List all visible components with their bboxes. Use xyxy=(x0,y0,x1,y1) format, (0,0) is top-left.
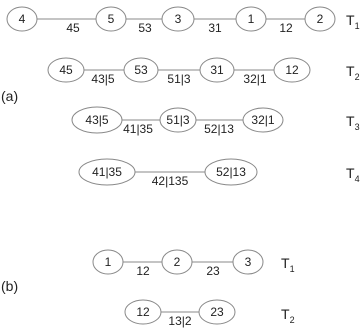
node-label: 32|1 xyxy=(251,113,275,127)
edge-label: 51|3 xyxy=(167,72,191,86)
node-label: 3 xyxy=(244,255,252,269)
node-label: 31 xyxy=(210,63,224,77)
section-labels xyxy=(1,88,18,294)
node-label: 4 xyxy=(18,12,26,26)
node-label: 23 xyxy=(210,305,224,319)
edge-label: 23 xyxy=(206,264,220,278)
tree-name: $T_3$ xyxy=(346,113,360,132)
edge-label: 43|5 xyxy=(91,72,115,86)
tree-name: $T_1$ xyxy=(346,12,360,31)
node-label: 3 xyxy=(174,12,182,26)
node-label: 12 xyxy=(285,63,299,77)
node-label: 2 xyxy=(316,12,324,26)
node-label: 45 xyxy=(59,63,73,77)
node-label: 43|5 xyxy=(85,113,109,127)
tree-name: $T_4$ xyxy=(346,165,360,184)
edge-label: 31 xyxy=(208,21,222,35)
node-label: 2 xyxy=(173,255,181,269)
tree-name: $T_1$ xyxy=(281,255,295,274)
tree-name: $T_2$ xyxy=(346,63,360,82)
edge-label: 12 xyxy=(279,21,293,35)
tree-name: $T_2$ xyxy=(281,306,295,325)
edge-label: 12 xyxy=(136,264,150,278)
edge-label: 42|135 xyxy=(151,174,189,188)
node-label: 1 xyxy=(104,255,112,269)
node-label: 12 xyxy=(136,305,150,319)
node-label: 53 xyxy=(134,63,148,77)
node-label: 1 xyxy=(247,12,255,26)
section-label-a: (a) xyxy=(1,88,19,104)
node-label: 52|13 xyxy=(216,165,246,179)
edge-label: 13|2 xyxy=(168,314,192,328)
edge-label: 45 xyxy=(66,21,80,35)
edge-label: 41|35 xyxy=(123,122,153,136)
node-label: 41|35 xyxy=(92,165,122,179)
tree-nodes xyxy=(7,7,335,324)
edge-label: 53 xyxy=(138,21,152,35)
node-label: 51|3 xyxy=(166,113,190,127)
node-label: 5 xyxy=(107,12,115,26)
section-label-b: (b) xyxy=(1,278,19,294)
edge-label: 32|1 xyxy=(243,72,267,86)
edge-label: 52|13 xyxy=(204,122,234,136)
